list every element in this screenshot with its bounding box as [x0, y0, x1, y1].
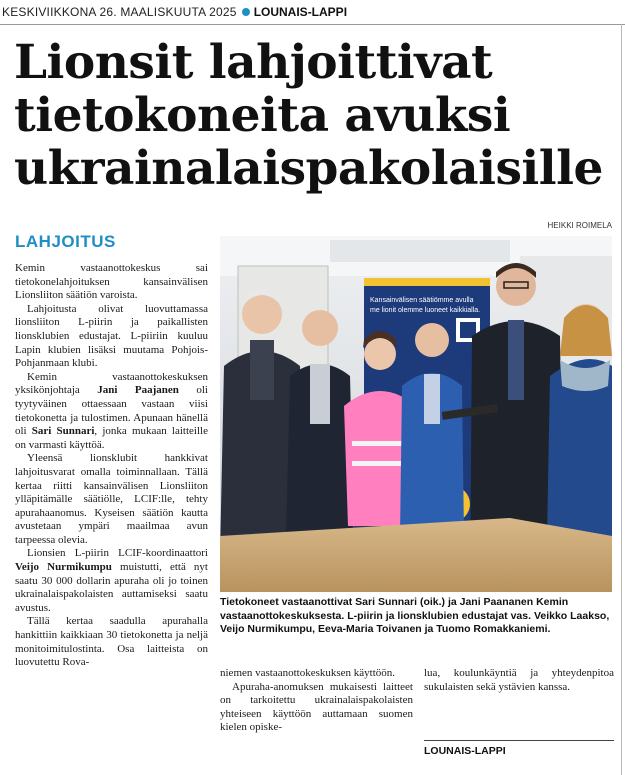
paragraph: Tällä kertaa saadulla apurahalla hankittiin kaikkiaan 30 tietokonetta ja neljä monitoimitulostinta. Osa laitteista on luovutettu Rova-	[15, 615, 208, 669]
article-photo	[220, 236, 612, 592]
person-name: Sari Sunnari	[31, 425, 95, 438]
paragraph: Apuraha-anomuksen mukaisesti laitteet on tarkoitettu ukrainalaispakolaisten yhteiseen käyttöön auttamaan suomen kielen opiske-	[220, 680, 413, 734]
paragraph: Lionsien L-piirin LCIF-koordinaattori Veijo Nurmikumpu muistutti, että nyt saatu 30 000 dollarin apuraha oli jo toinen ukrainalaispakolaisten auttamiseksi saatu avustus.	[15, 547, 208, 614]
article-headline: Lionsit lahjoittivat tietokoneita avuksi ukrainalaispakolaisille	[14, 35, 603, 196]
article-kicker: LAHJOITUS	[15, 232, 116, 251]
photo-credit: HEIKKI ROIMELA	[547, 221, 612, 230]
group-photo-illustration	[220, 236, 612, 592]
body-column-right	[424, 667, 614, 694]
svg-text:Kansainvälisen säätiömme avull: Kansainvälisen säätiömme avulla	[370, 297, 474, 304]
paragraph: niemen vastaanottokeskuksen käyttöön.	[220, 667, 396, 679]
paragraph: lua, koulunkäyntiä ja yhteydenpitoa sukulaisten sekä ystävien kanssa.	[424, 667, 614, 693]
paragraph: Kemin vastaanottokeskuksen yksikönjohtaja Jani Paajanen oli tyytyväinen ottaessaan vastaan viisi tietokonetta ja tulostimen. Apunaan hänellä oli Sari Sunnari, jonka mukaan laitteille on varmasti käyttöä.	[15, 370, 208, 451]
paragraph: Kemin vastaanottokeskus sai tietokonelahjoituksen kansainvälisen Lionsliiton säätiön varoista.	[15, 262, 208, 302]
article-signature: LOUNAIS-LAPPI	[424, 745, 506, 757]
person-name: Veijo Nurmikumpu	[15, 561, 112, 574]
section-name: LOUNAIS-LAPPI	[253, 5, 348, 19]
paragraph: Yleensä lionsklubit hankkivat lahjoitusvarat omalla toiminnallaan. Tällä kertaa riitti kansainvälisen Lionsliiton ylläpitämälle säätiölle, LCIF:lle, tehty apurahaanomus. Kyseisen säätiön kautta avustetaan ympäri maailmaa avun tarpeessa olevia.	[15, 452, 208, 546]
body-column-middle	[220, 667, 413, 735]
issue-date: KESKIVIIKKONA 26. MAALISKUUTA 2025	[2, 5, 237, 19]
page-header	[0, 0, 625, 24]
page-edge-rule	[621, 24, 622, 775]
person-name: Jani Paajanen	[97, 384, 179, 397]
photo-caption: Tietokoneet vastaanottivat Sari Sunnari (oik.) ja Jani Paananen Kemin vastaanottokeskuksesta. L-piirin ja lionsklubien edustajat vas. Veikko Laakso, Veijo Nurmikumpu, Eeva-Maria Toivanen ja Tuomo Romakkaniemi.	[220, 596, 610, 636]
svg-text:me lionit olemme luoneet kaikk: me lionit olemme luoneet kaikkialla.	[370, 307, 481, 314]
header-rule	[0, 24, 625, 25]
signature-rule	[424, 740, 614, 741]
section-dot-icon	[242, 8, 250, 16]
paragraph: Lahjoitusta olivat luovuttamassa lionsliiton L-piirin ja paikallisten lionsklubien edustajat. L-piiriin kuuluu Lapin klubien lisäksi muutama Pohjois-Pohjanmaan klubi.	[15, 302, 208, 370]
body-column-left	[15, 262, 208, 670]
